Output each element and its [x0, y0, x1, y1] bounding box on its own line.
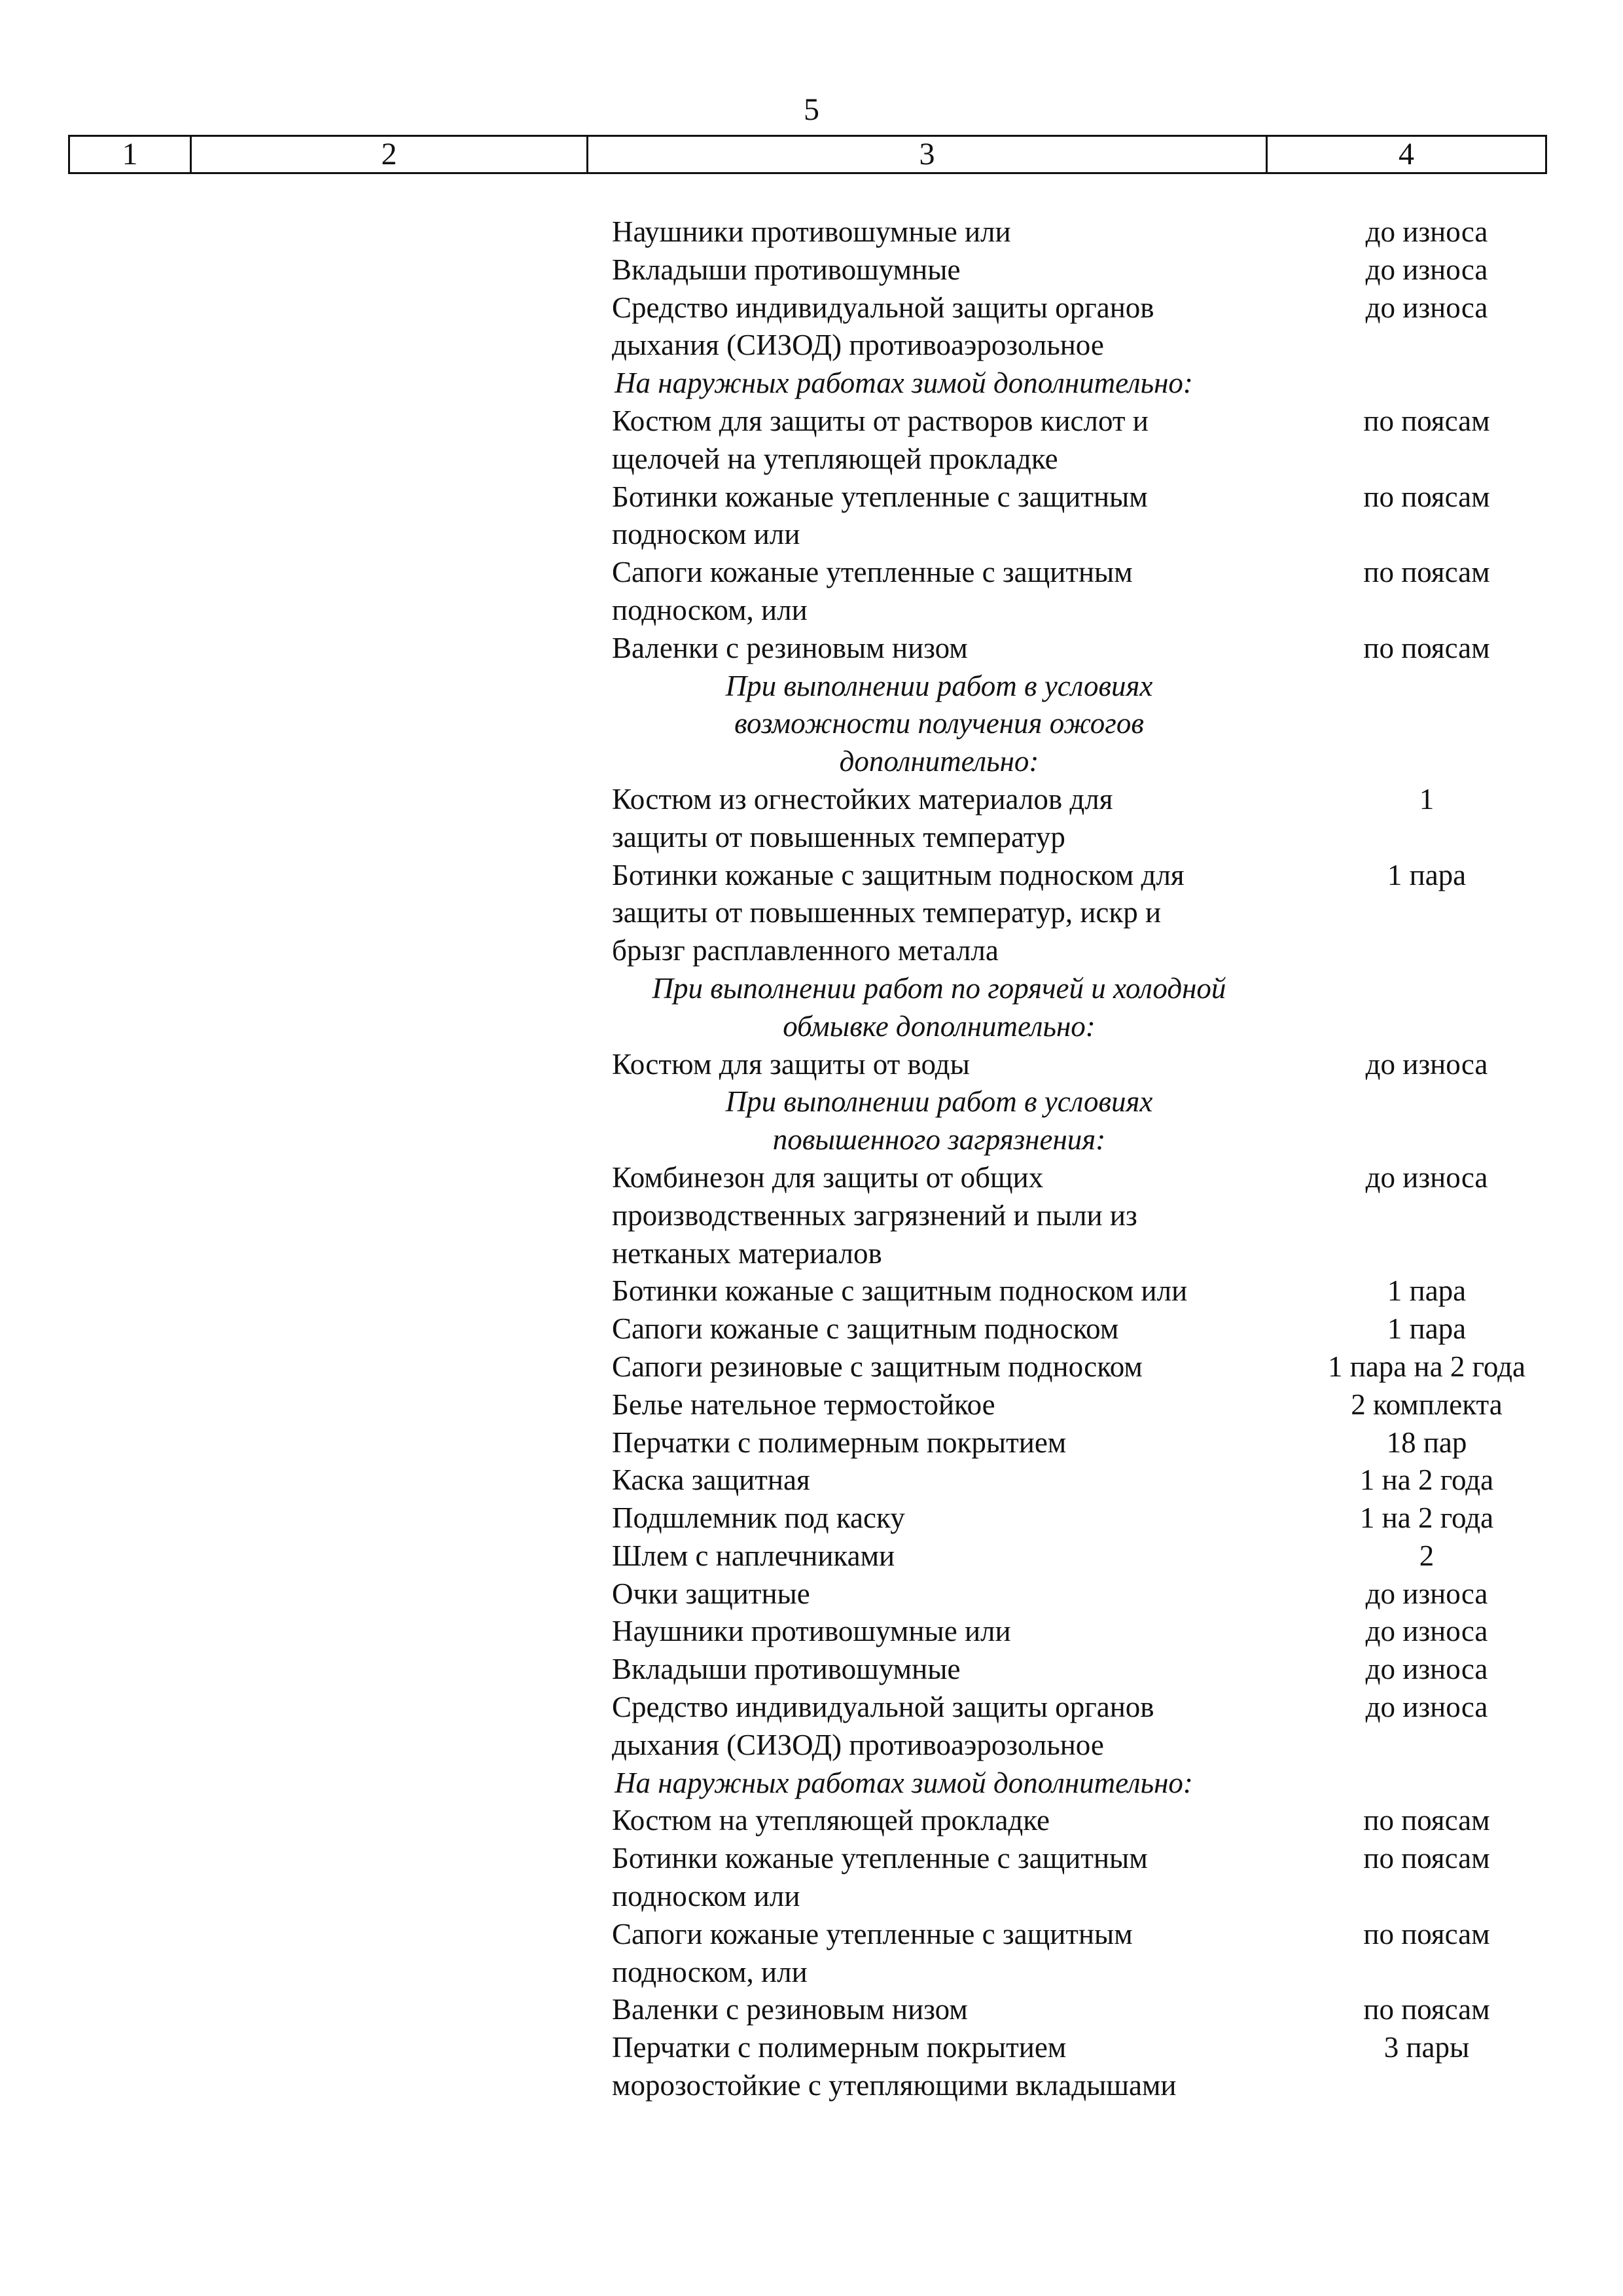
item-name-line: Сапоги кожаные утепленные с защитным	[612, 1917, 1133, 1950]
column-header-table	[68, 135, 1547, 174]
item-name-line: защиты от повышенных температур	[612, 820, 1065, 853]
item-name-line: брызг расплавленного металла	[612, 934, 999, 967]
subheading-line: возможности получения ожогов	[734, 707, 1144, 740]
list-item	[612, 554, 1554, 630]
item-name	[612, 251, 1299, 289]
item-norm: по поясам	[1363, 1917, 1490, 1950]
item-name	[612, 478, 1299, 554]
item-norm: до износа	[1365, 1615, 1488, 1648]
item-name-line: Наушники противошумные или	[612, 1615, 1011, 1648]
item-norm: 1 на 2 года	[1359, 1501, 1494, 1535]
item-name	[612, 1689, 1299, 1765]
item-name-line: подноском, или	[612, 593, 808, 626]
list-item	[612, 1689, 1554, 1765]
item-name-line: дыхания (СИЗОД) противоаэрозольное	[612, 329, 1104, 362]
subheading-line: На наружных работах зимой дополнительно:	[615, 367, 1193, 400]
item-name	[612, 213, 1299, 251]
list-item	[612, 1499, 1554, 1537]
subheading-line: При выполнении работ в условиях	[725, 669, 1153, 702]
item-norm: по поясам	[1363, 480, 1490, 513]
list-item	[612, 1046, 1554, 1084]
item-name-line: Комбинезон для защиты от общих	[612, 1160, 1044, 1194]
item-norm: по поясам	[1363, 1993, 1490, 2026]
list-item	[612, 1802, 1554, 1840]
list-item	[612, 630, 1554, 668]
item-name	[612, 289, 1299, 365]
item-name	[612, 403, 1299, 478]
item-name-line: морозостойкие с утепляющими вкладышами	[612, 2069, 1177, 2102]
list-item	[612, 403, 1554, 478]
section-subheading	[612, 970, 1266, 1046]
list-item	[612, 289, 1554, 365]
section-subheading	[612, 365, 1302, 403]
list-item	[612, 2029, 1554, 2105]
item-name-line: Костюм для защиты от растворов кислот и	[612, 404, 1149, 437]
list-item	[612, 1840, 1554, 1916]
subheading-line: дополнительно:	[839, 745, 1039, 778]
list-item	[612, 1916, 1554, 1992]
item-name	[612, 1537, 1299, 1575]
item-name-line: Ботинки кожаные с защитным подноском для	[612, 858, 1185, 891]
list-item	[612, 857, 1554, 970]
item-name	[612, 1916, 1299, 1992]
item-norm: по поясам	[1363, 1842, 1490, 1875]
item-name-line: Костюм на утепляющей прокладке	[612, 1804, 1050, 1837]
list-item	[612, 478, 1554, 554]
item-name-line: Костюм для защиты от воды	[612, 1047, 970, 1081]
item-norm: до износа	[1365, 1691, 1488, 1724]
item-norm: по поясам	[1363, 404, 1490, 437]
subheading-line: повышенного загрязнения:	[772, 1123, 1106, 1157]
item-name-line: Каска защитная	[612, 1463, 810, 1497]
page-number: 5	[804, 92, 819, 127]
subheading-line: При выполнении работ в условиях	[725, 1085, 1153, 1119]
list-item	[612, 251, 1554, 289]
item-name-line: Очки защитные	[612, 1577, 810, 1610]
item-name-line: Перчатки с полимерным покрытием	[612, 2031, 1067, 2064]
item-name-line: Валенки с резиновым низом	[612, 631, 968, 664]
subheading-line: При выполнении работ по горячей и холодной	[652, 971, 1226, 1005]
item-norm: 3 пары	[1383, 2031, 1470, 2064]
item-name-line: Вкладыши противошумные	[612, 253, 961, 286]
list-item	[612, 1272, 1554, 1310]
item-name	[612, 1462, 1299, 1499]
list-item	[612, 1575, 1554, 1613]
item-name-line: защиты от повышенных температур, искр и	[612, 896, 1162, 929]
item-name-line: подноском или	[612, 518, 800, 551]
item-norm: до износа	[1365, 1577, 1488, 1610]
item-name	[612, 1802, 1299, 1840]
item-name	[612, 1613, 1299, 1651]
item-name	[612, 781, 1299, 857]
list-item	[612, 213, 1554, 251]
column-header-2: 2	[192, 137, 588, 172]
item-name-line: Белье нательное термостойкое	[612, 1388, 995, 1421]
item-norm: до износа	[1365, 1653, 1488, 1686]
item-name	[612, 1159, 1299, 1272]
item-name-line: Сапоги кожаные утепленные с защитным	[612, 556, 1133, 589]
item-name-line: производственных загрязнений и пыли из	[612, 1198, 1137, 1232]
item-name	[612, 1575, 1299, 1613]
item-name-line: Шлем с наплечниками	[612, 1539, 895, 1572]
list-item	[612, 1462, 1554, 1499]
item-name-line: подноском или	[612, 1880, 800, 1913]
item-norm: до износа	[1365, 291, 1488, 324]
item-norm: 2	[1419, 1539, 1435, 1572]
list-item	[612, 1348, 1554, 1386]
item-norm: до износа	[1365, 253, 1488, 286]
item-norm: 2 комплекта	[1351, 1388, 1503, 1421]
item-name-line: Ботинки кожаные утепленные с защитным	[612, 480, 1148, 513]
list-item	[612, 1537, 1554, 1575]
item-name-line: Ботинки кожаные с защитным подноском или	[612, 1274, 1188, 1308]
item-norm: 1 пара	[1387, 858, 1467, 891]
item-norm: 1 пара на 2 года	[1328, 1350, 1525, 1383]
item-name-line: Средство индивидуальной защиты органов	[612, 1691, 1154, 1724]
item-norm: 1 на 2 года	[1359, 1463, 1494, 1497]
item-norm: до износа	[1365, 215, 1488, 248]
item-name	[612, 1386, 1299, 1424]
section-subheading	[612, 1765, 1302, 1803]
item-name-line: щелочей на утепляющей прокладке	[612, 442, 1058, 475]
item-norm: 1 пара	[1387, 1274, 1467, 1308]
item-name	[612, 1046, 1299, 1084]
item-name-line: Перчатки с полимерным покрытием	[612, 1426, 1067, 1459]
item-name	[612, 1651, 1299, 1689]
list-item	[612, 1424, 1554, 1462]
item-name	[612, 1272, 1299, 1310]
section-subheading	[612, 1083, 1266, 1159]
list-item	[612, 1159, 1554, 1272]
equipment-list	[612, 213, 1554, 2105]
column-header-4: 4	[1399, 137, 1414, 171]
item-name-line: дыхания (СИЗОД) противоаэрозольное	[612, 1728, 1104, 1761]
item-name-line: Сапоги кожаные с защитным подноском	[612, 1312, 1119, 1346]
list-item	[612, 1613, 1554, 1651]
item-name	[612, 1499, 1299, 1537]
item-name-line: Вкладыши противошумные	[612, 1653, 961, 1686]
item-norm: 18 пар	[1386, 1426, 1467, 1459]
item-name-line: Костюм из огнестойких материалов для	[612, 782, 1113, 816]
item-norm: по поясам	[1363, 1804, 1490, 1837]
list-item	[612, 781, 1554, 857]
column-header-3: 3	[588, 137, 1268, 172]
item-name	[612, 554, 1299, 630]
section-subheading	[612, 668, 1266, 781]
item-name-line: Валенки с резиновым низом	[612, 1993, 968, 2026]
item-name-line: Сапоги резиновые с защитным подноском	[612, 1350, 1143, 1383]
item-norm: до износа	[1365, 1047, 1488, 1081]
item-name-line: нетканых материалов	[612, 1236, 882, 1270]
item-name	[612, 630, 1299, 668]
item-norm: 1	[1419, 782, 1435, 816]
item-name	[612, 1991, 1299, 2029]
item-name	[612, 857, 1299, 970]
item-name-line: подноском, или	[612, 1955, 808, 1988]
list-item	[612, 1651, 1554, 1689]
list-item	[612, 1386, 1554, 1424]
item-name-line: Ботинки кожаные утепленные с защитным	[612, 1842, 1148, 1875]
list-item	[612, 1310, 1554, 1348]
item-norm: по поясам	[1363, 556, 1490, 589]
item-norm: 1 пара	[1387, 1312, 1467, 1346]
item-name	[612, 1424, 1299, 1462]
item-name	[612, 2029, 1299, 2105]
item-name	[612, 1840, 1299, 1916]
item-name-line: Подшлемник под каску	[612, 1501, 905, 1535]
item-norm: по поясам	[1363, 631, 1490, 664]
item-name-line: Средство индивидуальной защиты органов	[612, 291, 1154, 324]
subheading-line: На наружных работах зимой дополнительно:	[615, 1766, 1193, 1799]
column-header-1: 1	[70, 137, 192, 172]
item-name	[612, 1310, 1299, 1348]
subheading-line: обмывке дополнительно:	[783, 1009, 1096, 1043]
list-item	[612, 1991, 1554, 2029]
item-name	[612, 1348, 1299, 1386]
item-name-line: Наушники противошумные или	[612, 215, 1011, 248]
item-norm: до износа	[1365, 1160, 1488, 1194]
